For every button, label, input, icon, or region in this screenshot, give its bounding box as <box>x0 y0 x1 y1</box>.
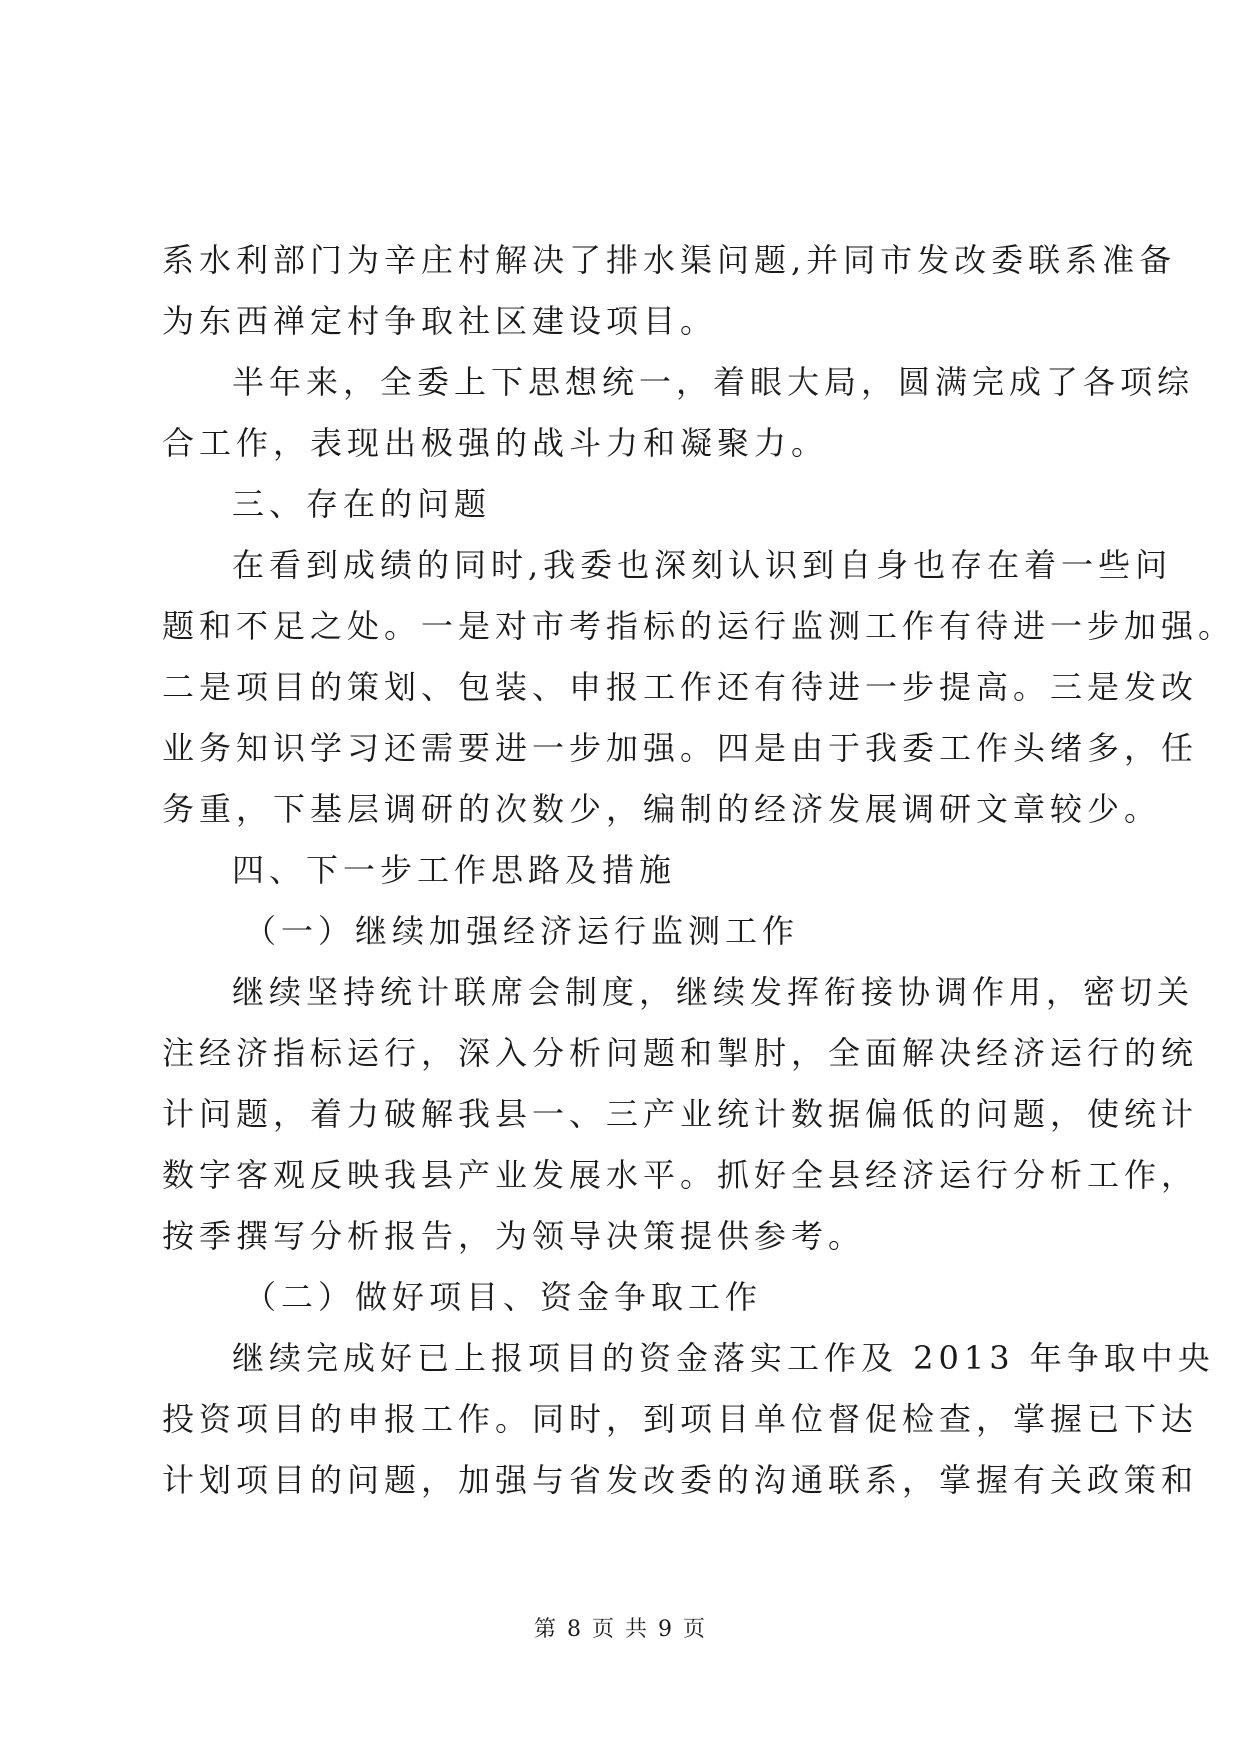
subsection-heading: （一）继续加强经济运行监测工作 <box>244 912 800 950</box>
text-line: 系水利部门为辛庄村解决了排水渠问题,并同市发改委联系准备 <box>162 241 1177 279</box>
text-line: 务重，下基层调研的次数少，编制的经济发展调研文章较少。 <box>162 790 1162 828</box>
text-line: 题和不足之处。一是对市考指标的运行监测工作有待进一步加强。 <box>162 607 1236 645</box>
text-line: 按季撰写分析报告，为领导决策提供参考。 <box>162 1217 866 1255</box>
text-line: 业务知识学习还需要进一步加强。四是由于我委工作头绪多，任 <box>162 729 1199 767</box>
subsection-heading: （二）做好项目、资金争取工作 <box>244 1278 763 1316</box>
text-line: 为东西禅定村争取社区建设项目。 <box>162 302 718 340</box>
text-line: 二是项目的策划、包装、申报工作还有待进一步提高。三是发改 <box>162 668 1199 706</box>
document-body <box>162 230 1236 1511</box>
text-line: 合工作，表现出极强的战斗力和凝聚力。 <box>162 424 829 462</box>
text-line: 数字客观反映我县产业发展水平。抓好全县经济运行分析工作， <box>162 1156 1199 1194</box>
page-number-footer: 第 8 页 共 9 页 <box>534 1617 707 1642</box>
text-line: 计划项目的问题，加强与省发改委的沟通联系，掌握有关政策和 <box>162 1461 1199 1499</box>
paragraph-start: 继续坚持统计联席会制度，继续发挥衔接协调作用，密切关 <box>232 973 1195 1011</box>
text-line: 注经济指标运行，深入分析问题和掣肘，全面解决经济运行的统 <box>162 1034 1199 1072</box>
section-heading: 三、存在的问题 <box>232 485 492 523</box>
section-heading: 四、下一步工作思路及措施 <box>232 851 677 889</box>
paragraph-start: 在看到成绩的同时,我委也深刻认识到自身也存在着一些问 <box>232 546 1173 584</box>
text-line: 投资项目的申报工作。同时，到项目单位督促检查，掌握已下达 <box>162 1400 1199 1438</box>
text-line: 计问题，着力破解我县一、三产业统计数据偏低的问题，使统计 <box>162 1095 1199 1133</box>
paragraph-start: 半年来，全委上下思想统一，着眼大局，圆满完成了各项综 <box>232 363 1195 401</box>
paragraph-start: 继续完成好已上报项目的资金落实工作及 2013 年争取中央 <box>232 1339 1215 1377</box>
